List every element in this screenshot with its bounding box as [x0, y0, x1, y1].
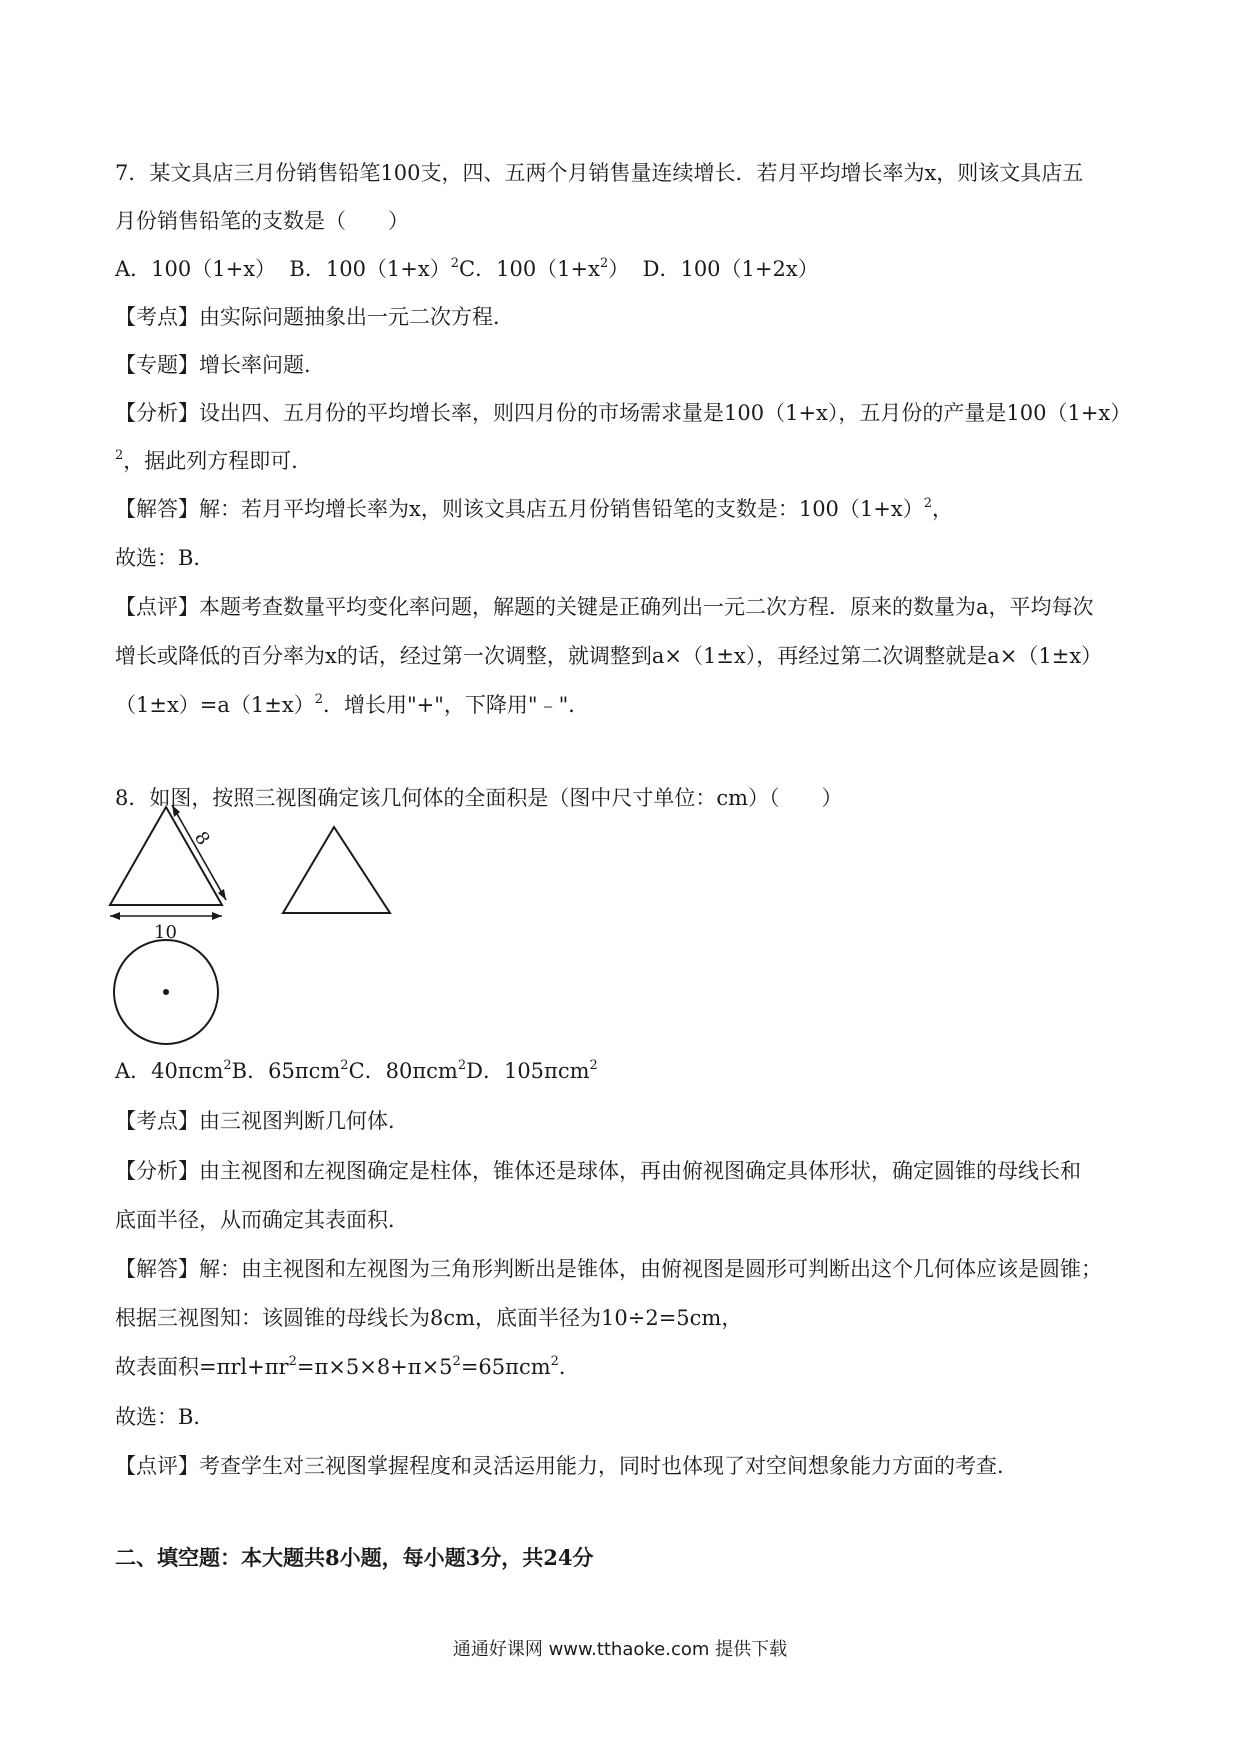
q7-jieda: 【解答】解：若月平均增长率为x，则该文具店五月份销售铅笔的支数是：$100(1+x)^2$，	[115, 496, 954, 521]
q8-kaodian: 【考点】由三视图判断几何体．	[115, 1109, 409, 1133]
q8-options	[115, 1056, 598, 1086]
q7-option-b: B．$100(1+x)^2$	[289, 256, 460, 281]
footer-source: 通通好课网 www.tthaoke.com 提供下载	[452, 1639, 788, 1660]
q7-stem-line2: 月份销售铅笔的支数是（ ）	[115, 209, 409, 233]
q7-option-d: D．100（1+2x）	[642, 257, 819, 281]
base-length-label: 10	[154, 922, 177, 943]
q7-dianping-line3: $(1\pm x)=a(1\pm x)^2$．增长用"+"，下降用"﹣"．	[115, 692, 590, 717]
q7-dianping-line2: 增长或降低的百分率为x的话，经过第一次调整，就调整到a×（1±x），再经过第二次调整就是a×（1±x）	[115, 644, 1103, 668]
three-view-figure	[108, 795, 408, 1050]
q8-option-a: A．40πcm$^2$	[115, 1058, 232, 1083]
q7-fenxi-line1: 【分析】设出四、五月份的平均增长率，则四月份的市场需求量是100（1+x），五月份的产量是100（1+x）	[115, 401, 1132, 425]
side-length-label: 8	[189, 827, 214, 850]
q7-dianping-line1: 【点评】本题考查数量平均变化率问题，解题的关键是正确列出一元二次方程．原来的数量为a，平均每次	[115, 595, 1094, 619]
q8-fenxi-line1: 【分析】由主视图和左视图确定是柱体，锥体还是球体，再由俯视图确定具体形状，确定圆锥的母线长和	[115, 1159, 1081, 1183]
q7-stem-line1: 7．某文具店三月份销售铅笔100支，四、五两个月销售量连续增长．若月平均增长率为x，则该文具店五	[115, 161, 1084, 185]
q7-option-c: C．$100(1+x^2)$	[459, 256, 630, 281]
q8-option-b: B．65πcm$^2$	[231, 1058, 349, 1083]
q7-option-a: A．100（1+x）	[115, 257, 277, 281]
top-view	[114, 940, 218, 1044]
section2-heading: 二、填空题：本大题共8小题，每小题3分，共24分	[115, 1545, 594, 1570]
side-dimension-line	[172, 805, 226, 900]
q7-kaodian: 【考点】由实际问题抽象出一元二次方程．	[115, 305, 514, 329]
q7-answer: 故选：B．	[115, 546, 215, 570]
q8-jieda-line2: 根据三视图知：该圆锥的母线长为8cm，底面半径为10÷2=5cm，	[115, 1306, 743, 1330]
q8-stem: 8．如图，按照三视图确定该几何体的全面积是（图中尺寸单位：cm）（ ）	[115, 786, 843, 810]
center-point	[163, 989, 169, 995]
q8-dianping: 【点评】考查学生对三视图掌握程度和灵活运用能力，同时也体现了对空间想象能力方面的考查．	[115, 1454, 1018, 1478]
q8-option-c: C．80πcm$^2$	[348, 1058, 467, 1083]
q7-zhuanti: 【专题】增长率问题．	[115, 353, 325, 377]
front-view	[110, 805, 226, 943]
q8-jieda-line1: 【解答】解：由主视图和左视图为三角形判断出是锥体，由俯视图是圆形可判断出这个几何体应该是圆锥；	[115, 1257, 1102, 1281]
q8-answer: 故选：B．	[115, 1405, 215, 1429]
left-view	[283, 827, 390, 913]
q7-options	[115, 254, 819, 284]
q7-fenxi-line2: $^2$，据此列方程即可．	[115, 448, 313, 473]
q8-jieda-line3: 故表面积$=\pi rl+\pi r^2=\pi\times 5\times 8+\pi\times 5^2=65\pi cm^2$．	[115, 1354, 580, 1379]
q8-option-d: D．105πcm$^2$	[466, 1058, 598, 1083]
q8-fenxi-line2: 底面半径，从而确定其表面积．	[115, 1208, 409, 1232]
